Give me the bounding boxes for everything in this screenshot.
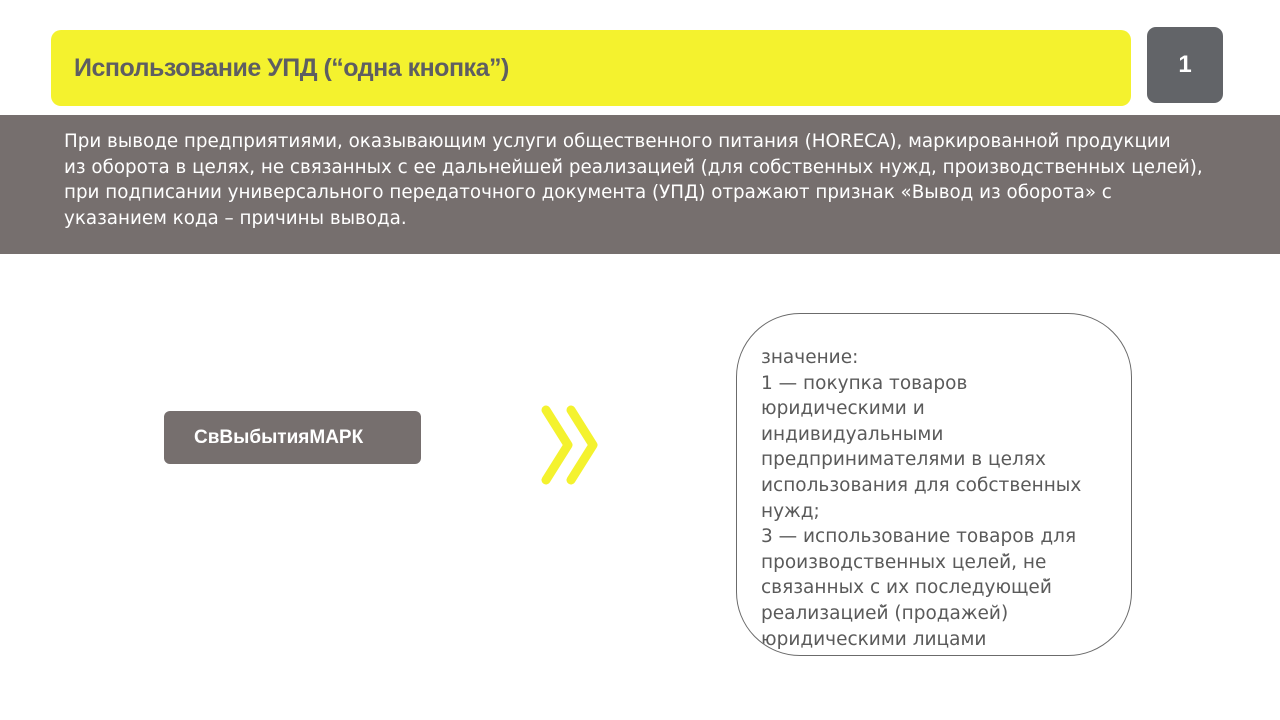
slide-title: Использование УПД (“одна кнопка”)	[74, 53, 509, 82]
value-text-line: связанных с их последующей̆	[761, 577, 1052, 599]
value-text-line: 3 — использование товаров для	[761, 526, 1077, 548]
value-text-line: значение:	[761, 347, 859, 368]
value-text-line: индивидуальными	[761, 423, 944, 445]
value-text-line: использования для собственных	[761, 474, 1082, 496]
info-text-line: При выводе предприятиями, оказывающим услуги общественного питания (HORECA), маркированной̆ продукции	[64, 131, 1171, 152]
double-chevron-right-icon	[536, 402, 604, 488]
title-bar	[51, 30, 1131, 106]
value-text-line: 1 — покупка товаров	[761, 372, 968, 394]
value-text-line: нужд;	[761, 500, 820, 522]
value-text-line: юридическими лицами	[761, 628, 987, 650]
info-text-line: указанием кода – причины вывода.	[64, 207, 407, 229]
info-band	[0, 115, 1280, 254]
value-text-line: предпринимателями в целях	[761, 449, 1046, 471]
field-name-button: СвВыбытияМАРК	[164, 411, 421, 464]
value-description-box	[736, 313, 1132, 656]
value-text-line: производственных целей̆, не	[761, 551, 1047, 573]
value-text-line: реализацией̆ (продажей)	[761, 602, 1009, 624]
page-number-badge: 1	[1147, 27, 1223, 103]
info-text-line: при подписании универсального передаточного документа (УПД) отражают признак «Вывод из оборота» с	[64, 182, 1112, 204]
info-text-line: из оборота в целях, не связанных с ее дальнейшей̆ реализацией̆ (для собственных нужд, производственных целей),	[64, 156, 1203, 178]
value-text-line: юридическими и	[761, 398, 925, 420]
